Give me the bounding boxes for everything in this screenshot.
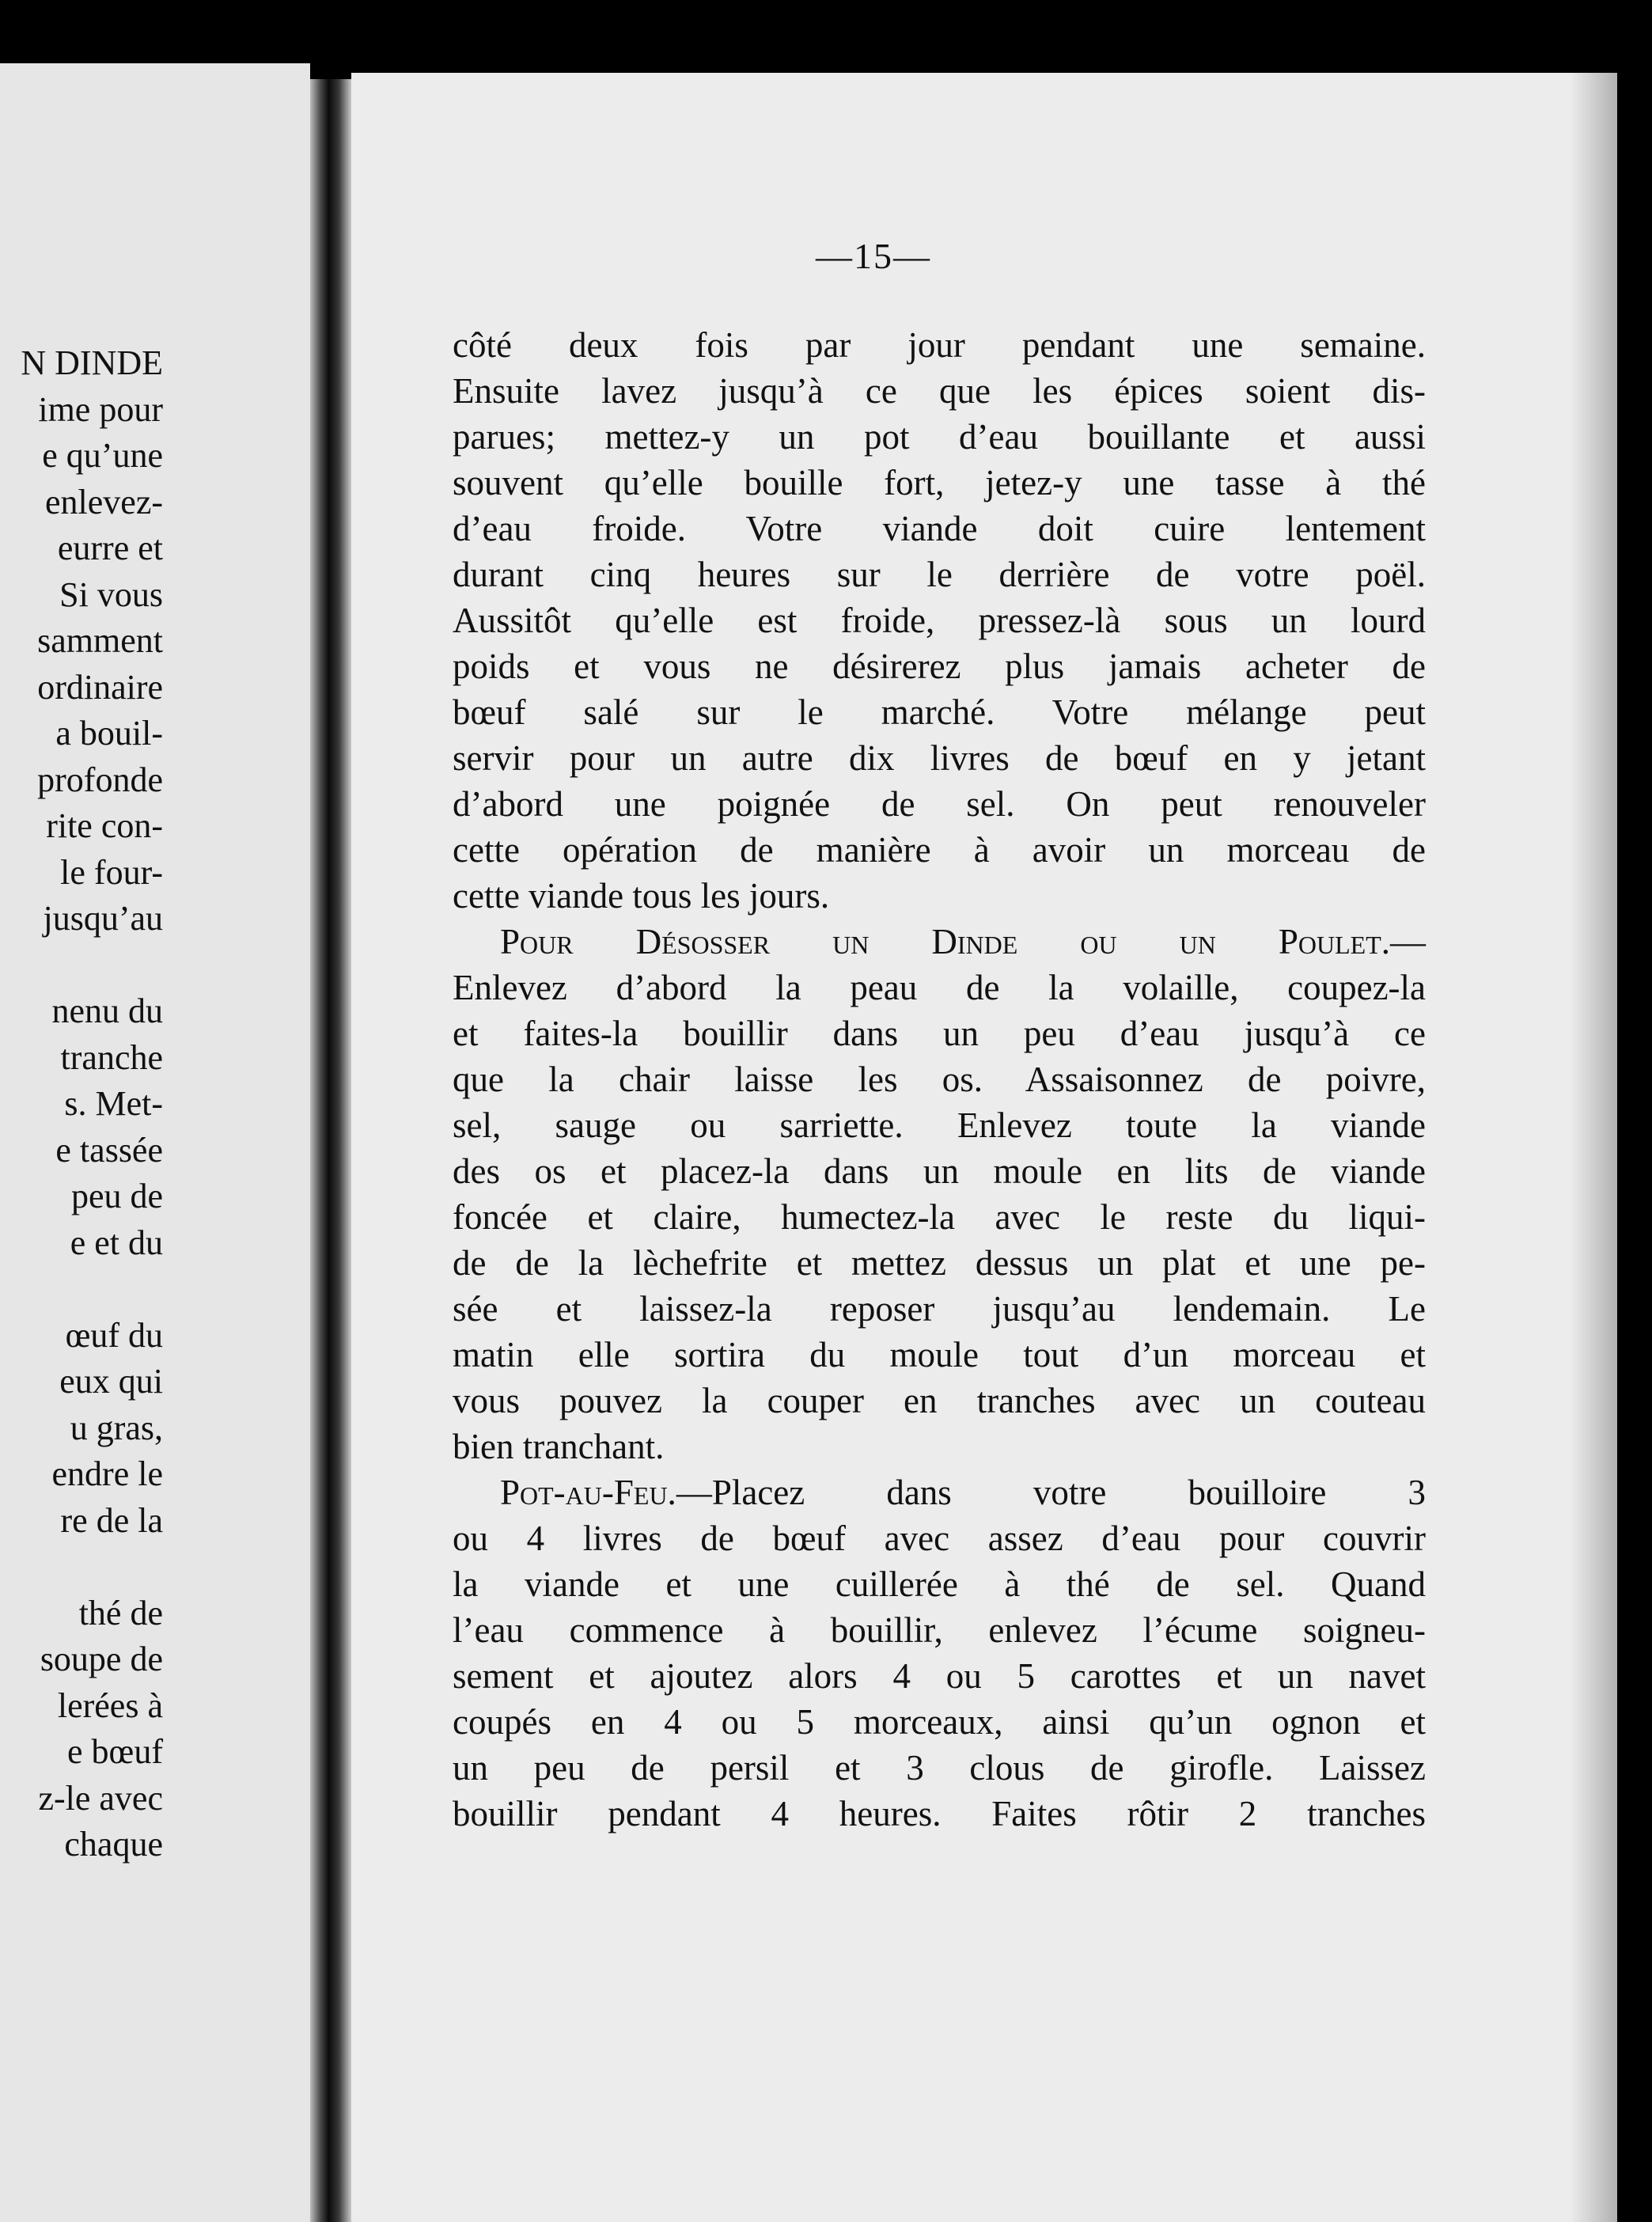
paragraph-corned-beef bbox=[453, 322, 1426, 919]
text-line: l’eau commence à bouillir, enlevez l’écume soigneu- bbox=[453, 1610, 1426, 1650]
section-heading: Pot-au-Feu. bbox=[500, 1473, 676, 1512]
text-line: Aussitôt qu’elle est froide, pressez-là sous un lourd bbox=[453, 601, 1426, 640]
text-line: bouillir pendant 4 heures. Faites rôtir 2 tranches bbox=[453, 1794, 1426, 1833]
text-line: sement et ajoutez alors 4 ou 5 carottes et un navet bbox=[453, 1656, 1426, 1696]
left-page-line: œuf du bbox=[65, 1315, 163, 1355]
page-text bbox=[453, 322, 1426, 1837]
text-line: d’eau froide. Votre viande doit cuire lentement bbox=[453, 509, 1426, 548]
text-line: bœuf salé sur le marché. Votre mélange peut bbox=[453, 692, 1426, 732]
left-page-line: endre le bbox=[51, 1454, 163, 1493]
text-line: souvent qu’elle bouille fort, jetez-y une tasse à thé bbox=[453, 463, 1426, 502]
left-page-line: thé de bbox=[78, 1593, 163, 1632]
left-page-line: eurre et bbox=[57, 529, 163, 567]
left-page-line: re de la bbox=[60, 1500, 163, 1540]
text-line: sée et laissez-la reposer jusqu’au lendemain. Le bbox=[453, 1289, 1426, 1329]
text-line: foncée et claire, humectez-la avec le reste du liqui- bbox=[453, 1197, 1426, 1237]
text-line: des os et placez-la dans un moule en lits de viande bbox=[453, 1151, 1426, 1191]
left-page-line: enlevez- bbox=[45, 482, 163, 521]
text-line: matin elle sortira du moule tout d’un morceau et bbox=[453, 1335, 1426, 1375]
page-number: —15— bbox=[816, 236, 931, 276]
text-line: sel, sauge ou sarriette. Enlevez toute la viande bbox=[453, 1105, 1426, 1145]
section-heading-line bbox=[453, 1469, 1426, 1515]
text-line: parues; mettez-y un pot d’eau bouillante et aussi bbox=[453, 417, 1426, 457]
paragraph-deboning bbox=[453, 919, 1426, 1469]
left-page-line: e qu’une bbox=[42, 436, 163, 475]
left-page-line: jusqu’au bbox=[43, 899, 163, 938]
heading-continuation: —Placez dans votre bouilloire 3 bbox=[676, 1473, 1426, 1512]
left-page-line: nenu du bbox=[51, 992, 163, 1030]
text-line: cette opération de manière à avoir un morceau de bbox=[453, 830, 1426, 870]
text-line: que la chair laisse les os. Assaisonnez de poivre, bbox=[453, 1060, 1426, 1099]
left-page-line: tranche bbox=[60, 1037, 163, 1077]
text-line: un peu de persil et 3 clous de girofle. Laissez bbox=[453, 1748, 1426, 1788]
left-page-line: z-le avec bbox=[38, 1778, 163, 1818]
section-heading: Pour Désosser un Dinde ou un Poulet. bbox=[500, 922, 1390, 961]
left-page-line: soupe de bbox=[40, 1640, 163, 1678]
text-line: bien tranchant. bbox=[453, 1427, 665, 1466]
text-line: et faites-la bouillir dans un peu d’eau jusqu’à ce bbox=[453, 1014, 1426, 1053]
text-line: la viande et une cuillerée à thé de sel. Quand bbox=[453, 1564, 1426, 1604]
text-line: Ensuite lavez jusqu’à ce que les épices soient dis- bbox=[453, 371, 1426, 411]
left-page-line: samment bbox=[37, 621, 163, 660]
right-page bbox=[351, 73, 1617, 2222]
left-page-line: eux qui bbox=[59, 1362, 163, 1401]
text-line: ou 4 livres de bœuf avec assez d’eau pour couvrir bbox=[453, 1519, 1426, 1558]
left-page-line: e bœuf bbox=[67, 1732, 163, 1771]
heading-dash: — bbox=[1390, 922, 1426, 961]
text-line: cette viande tous les jours. bbox=[453, 876, 830, 916]
text-line: vous pouvez la couper en tranches avec un couteau bbox=[453, 1381, 1426, 1420]
left-page-line: profonde bbox=[37, 760, 163, 799]
left-page-fragment bbox=[0, 63, 310, 2222]
section-heading-line bbox=[453, 919, 1426, 965]
left-page-line: le four- bbox=[60, 852, 163, 892]
left-page-line: ordinaire bbox=[37, 667, 163, 707]
text-line: de de la lèchefrite et mettez dessus un plat et une pe- bbox=[453, 1243, 1426, 1283]
text-line: durant cinq heures sur le derrière de votre poël. bbox=[453, 555, 1426, 594]
text-line: Enlevez d’abord la peau de la volaille, coupez-la bbox=[453, 968, 1426, 1007]
left-page-line: e et du bbox=[70, 1223, 163, 1262]
text-line: d’abord une poignée de sel. On peut renouveler bbox=[453, 784, 1426, 824]
left-page-line: a bouil- bbox=[55, 714, 163, 753]
book-spine bbox=[310, 79, 351, 2222]
left-page-line: ime pour bbox=[38, 389, 163, 429]
left-page-line: e tassée bbox=[55, 1130, 163, 1170]
left-page-line: N DINDE bbox=[21, 343, 163, 382]
text-line: coupés en 4 ou 5 morceaux, ainsi qu’un ognon et bbox=[453, 1702, 1426, 1742]
text-line: servir pour un autre dix livres de bœuf en y jetant bbox=[453, 738, 1426, 778]
left-page-line: Si vous bbox=[59, 574, 163, 614]
left-page-line: rite con- bbox=[46, 806, 163, 845]
left-page-line: lerées à bbox=[57, 1685, 163, 1725]
paragraph-pot-au-feu bbox=[453, 1469, 1426, 1837]
left-page-line: u gras, bbox=[70, 1408, 163, 1447]
left-page-line: peu de bbox=[70, 1177, 163, 1215]
left-page-line: s. Met- bbox=[64, 1084, 163, 1123]
text-line: côté deux fois par jour pendant une semaine. bbox=[453, 325, 1426, 365]
left-page-line: chaque bbox=[64, 1825, 163, 1864]
text-line: poids et vous ne désirerez plus jamais acheter de bbox=[453, 647, 1426, 686]
